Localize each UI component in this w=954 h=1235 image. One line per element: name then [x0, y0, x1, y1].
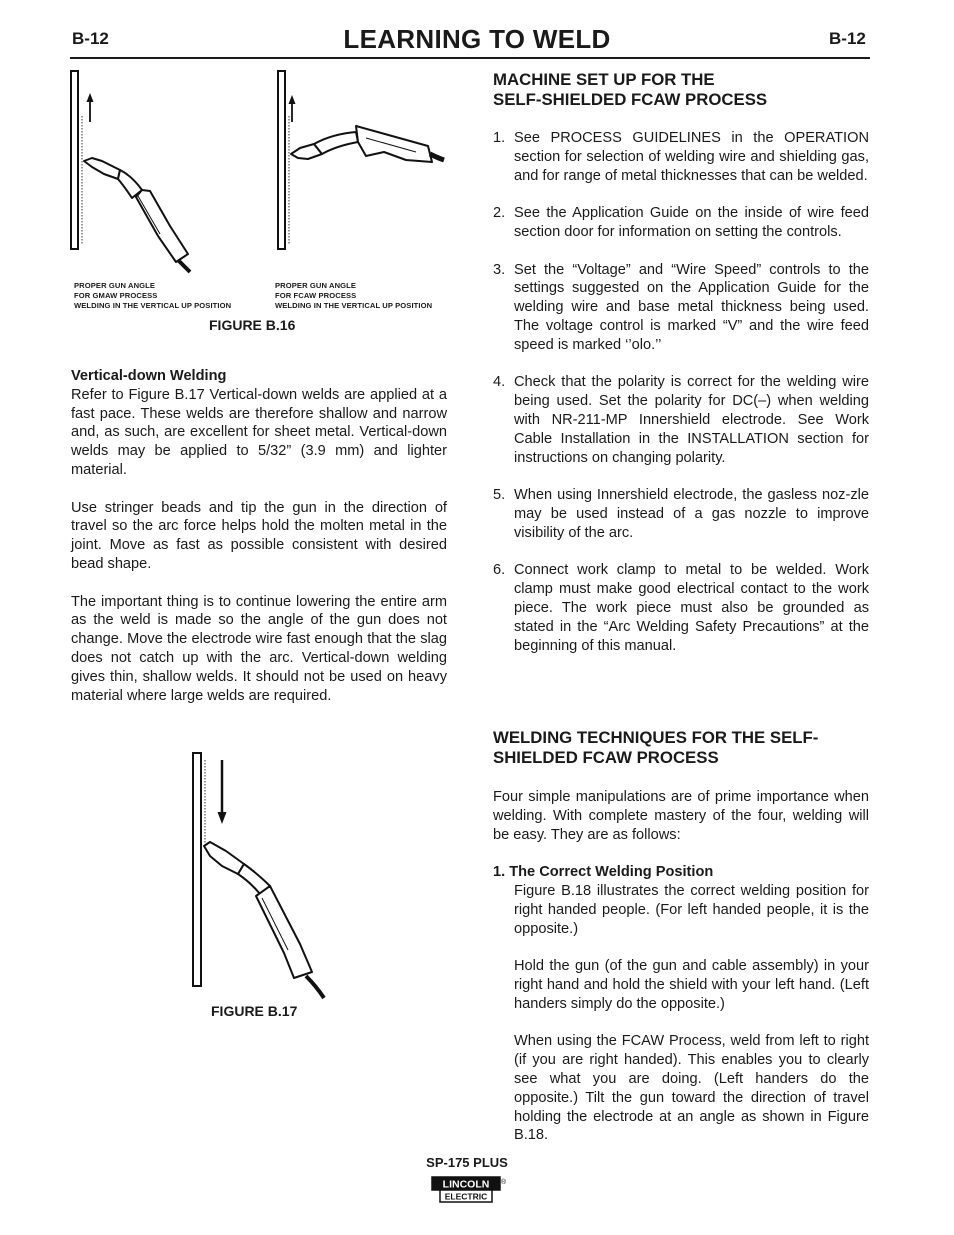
setup-step: 2. See the Application Guide on the inside of wire feed section door for information on setting the controls. [493, 205, 869, 240]
svg-text:ELECTRIC: ELECTRIC [444, 1191, 488, 1202]
figure-b16-left-label: PROPER GUN ANGLE FOR GMAW PROCESS WELDING IN THE VERTICAL UP POSITION [74, 281, 232, 311]
vertical-plate [193, 753, 201, 986]
page-number-left: B-12 [72, 29, 109, 48]
setup-step: 3. Set the “Voltage” and “Wire Speed” controls to the settings suggested on the Application Guide for the welding wire and base metal thickness being used. The voltage control is marked “V” and the wire feed speed is marked ‘’olo.’’ [493, 261, 869, 353]
welding-gun-gmaw-icon [84, 158, 190, 272]
correct-position-paragraph-3: When using the FCAW Process, weld from left to right (if you are right handed). This enables you to clearly see what you are doing. (Left handers do the opposite.) Tilt the gun toward the direction of travel holding the electrode at an angle as shown in Figure B.18. [514, 1033, 869, 1144]
techniques-heading: WELDING TECHNIQUES FOR THE SELF- SHIELDED FCAW PROCESS [493, 728, 819, 767]
figure-b16-right-label: PROPER GUN ANGLE FOR FCAW PROCESS WELDING IN THE VERTICAL UP POSITION [275, 281, 433, 311]
setup-step: 1. See PROCESS GUIDELINES in the OPERATION section for selection of welding wire and shielding gas, and for range of metal thicknesses that can be welded. [493, 130, 869, 184]
vertical-down-paragraph-2: Use stringer beads and tip the gun in the direction of travel so the arc force helps hold the molten metal in the joint. Move as fast as possible consistent with desired bead shape. [71, 499, 447, 572]
arrow-up-icon-right [289, 95, 296, 122]
welding-gun-vertical-down-icon [204, 842, 324, 998]
setup-step: 4. Check that the polarity is correct for the welding wire being used. Set the polarity for DC(–) when welding with NR-211-MP Innershield electrode. See Work Cable Installation in the INSTALLATION section for instructions on changing polarity. [493, 374, 869, 466]
machine-setup-steps [493, 129, 869, 655]
correct-position-paragraph-1: Figure B.18 illustrates the correct welding position for right handed people. (For left handed people, it is the opposite.) [514, 882, 869, 937]
correct-position-paragraph-2: Hold the gun (of the gun and cable assembly) in your right hand and hold the shield with your left hand. (Left handers simply do the opposite.) [514, 958, 869, 1012]
svg-text:LINCOLN: LINCOLN [442, 1178, 490, 1191]
arrow-down-icon [218, 760, 227, 824]
header-rule [70, 57, 870, 59]
figure-b17-illustration [188, 748, 338, 1003]
lincoln-electric-logo [431, 1176, 509, 1205]
welding-gun-fcaw-icon [291, 126, 444, 162]
setup-step: 6. Connect work clamp to metal to be welded. Work clamp must make good electrical contact to the work piece. The work piece must also be grounded as stated in the “Arc Welding Safety Precautions” at the beginning of this manual. [493, 562, 869, 654]
figure-b17-caption: FIGURE B.17 [211, 1003, 298, 1019]
vertical-down-heading: Vertical-down Welding [71, 368, 227, 384]
correct-position-heading: 1. The Correct Welding Position [493, 864, 714, 881]
vertical-down-paragraph-3: The important thing is to continue lowering the entire arm as the weld is made so the angle of the gun does not change. Move the electrode wire fast enough that the slag does not catch up with the arc. Vertical-down welding gives thin, shallow welds. It should not be used on heavy material where large welds are required. [71, 593, 447, 704]
machine-setup-heading: MACHINE SET UP FOR THE SELF-SHIELDED FCAW PROCESS [493, 70, 768, 109]
vertical-plate-left [71, 71, 78, 249]
figure-b16-caption: FIGURE B.16 [209, 317, 296, 333]
techniques-section [493, 728, 869, 1145]
vertical-down-section [71, 367, 447, 705]
arrow-up-icon-left [87, 93, 94, 122]
footer-model-name: SP-175 PLUS [426, 1155, 508, 1170]
vertical-plate-right [278, 71, 285, 249]
setup-step: 5. When using Innershield electrode, the gasless noz-zle may be used instead of a gas nozzle to improve visibility of the arc. [493, 487, 869, 541]
figure-b16-illustration [66, 66, 466, 281]
svg-text:®: ® [501, 1179, 507, 1186]
vertical-down-paragraph-1: Refer to Figure B.17 Vertical-down welds are applied at a fast pace. These welds are therefore shallow and narrow and, as such, are excellent for sheet metal. Vertical-down welds may be applied to 5/32” (3.9 mm) and lighter material. [71, 386, 447, 478]
page-number-right: B-12 [829, 29, 866, 48]
page-title: LEARNING TO WELD [343, 24, 611, 54]
machine-setup-section [493, 70, 869, 655]
techniques-intro: Four simple manipulations are of prime importance when welding. With complete mastery of the four, welding will be easy. They are as follows: [493, 789, 869, 843]
